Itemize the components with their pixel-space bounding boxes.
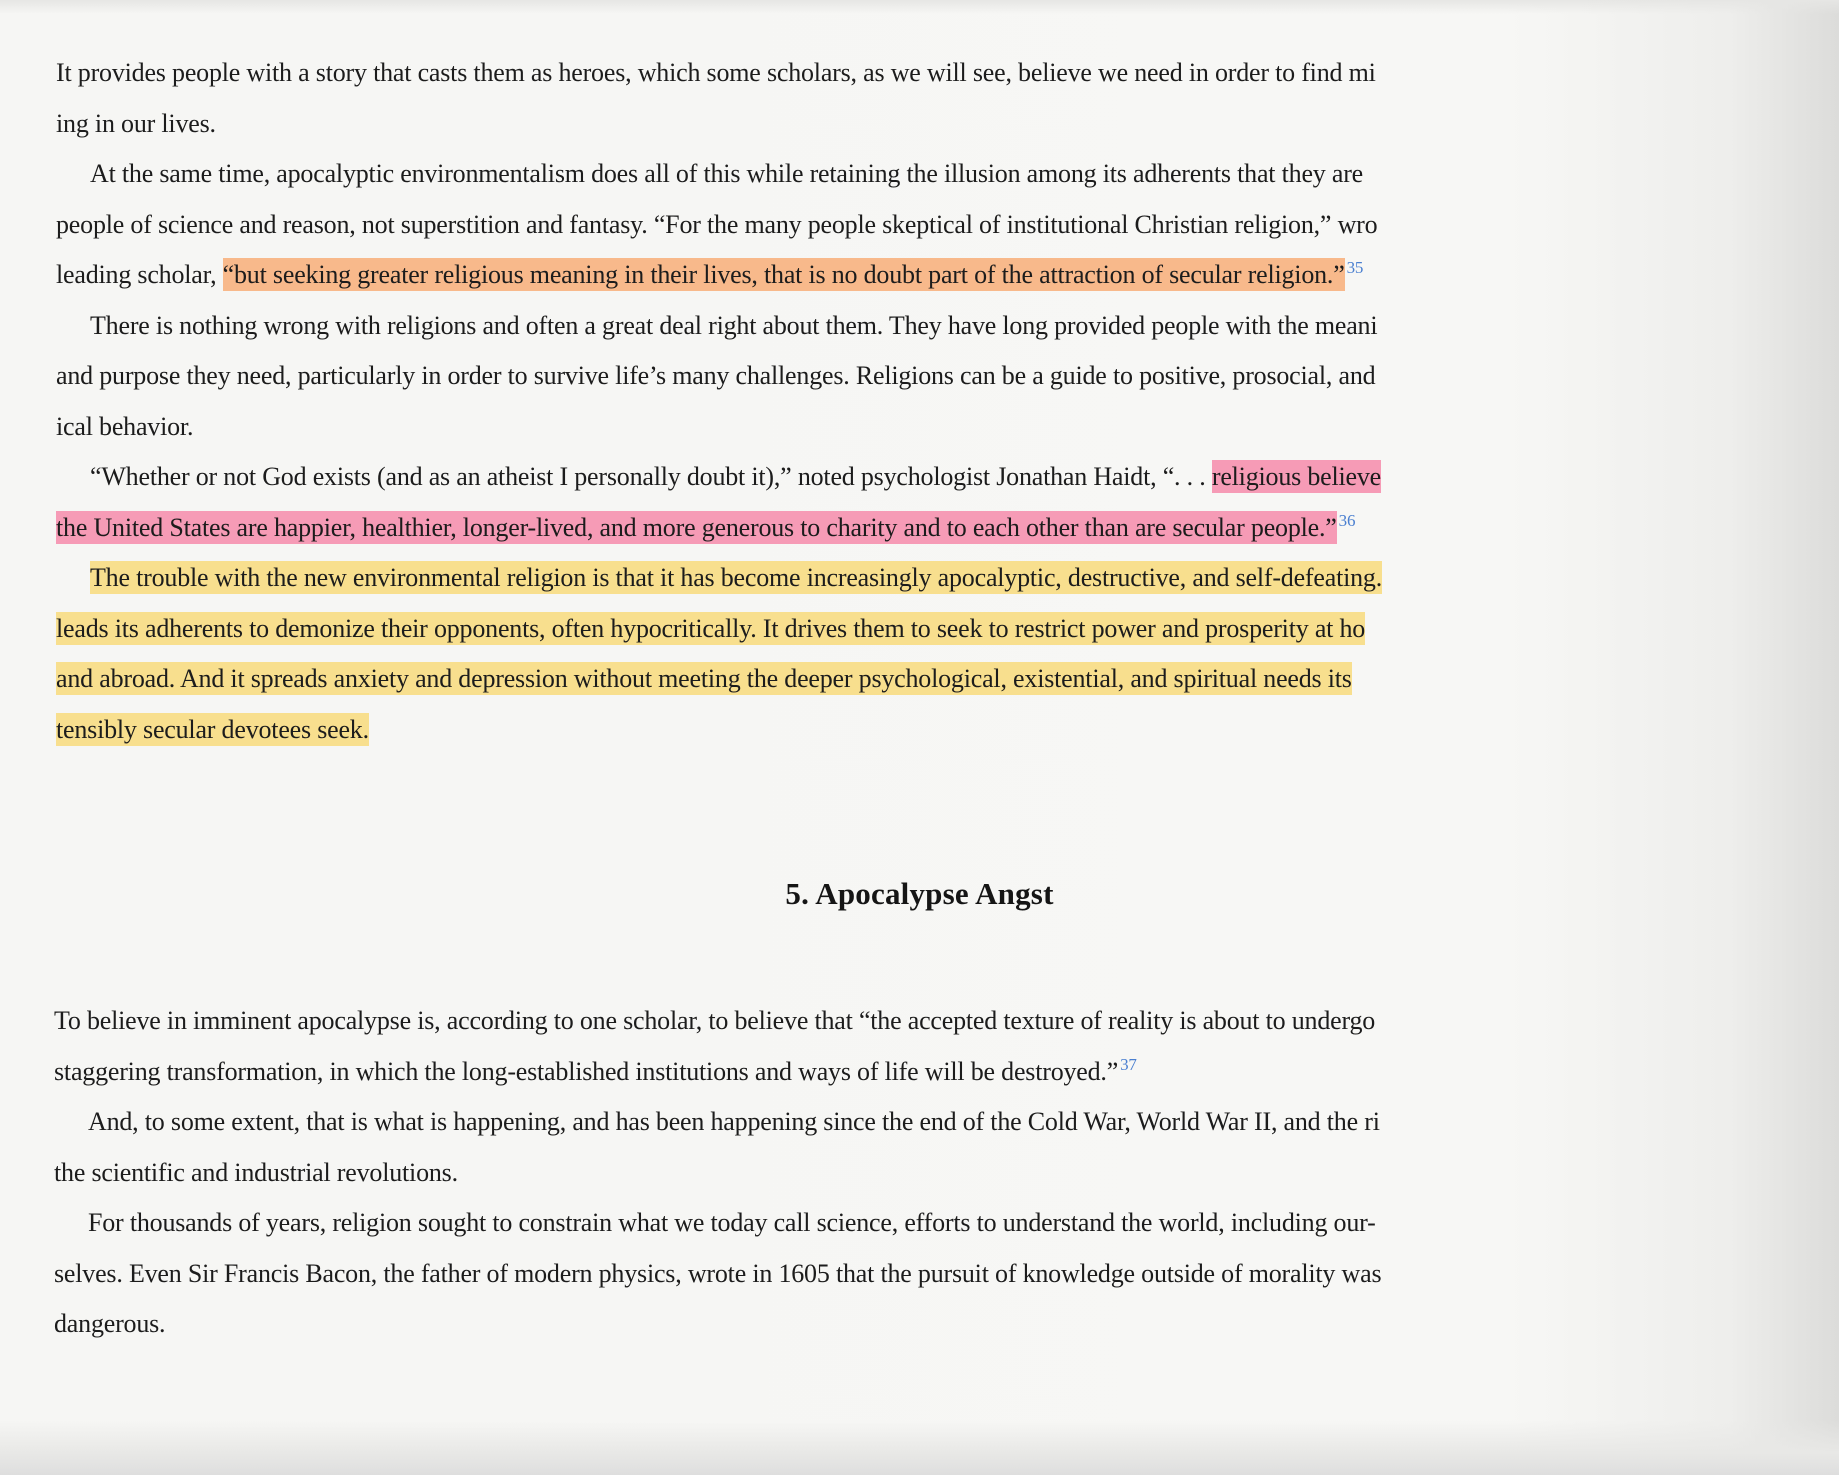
paragraph-2 [56, 149, 1839, 301]
paragraph-5-line-3 [56, 654, 1839, 705]
paragraph-4-line-1-text: “Whether or not God exists (and as an atheist I personally doubt it),” noted psychologist Jonathan Haidt, “. . . [90, 462, 1212, 491]
footnote-link-35[interactable]: 35 [1346, 258, 1364, 278]
page-top-edge [0, 0, 1839, 14]
footnote-link-36[interactable]: 36 [1338, 510, 1356, 530]
paragraph-2-line-2: people of science and reason, not superstition and fantasy. “For the many people skeptical of institutional Christian religion,” wro [56, 209, 1378, 239]
paragraph-3-line-1: There is nothing wrong with religions and often a great deal right about them. They have long provided people with the meani [90, 310, 1378, 340]
text-section-lower [54, 996, 1839, 1350]
paragraph-6 [54, 996, 1839, 1097]
paragraph-7-line-1: And, to some extent, that is what is happening, and has been happening since the end of the Cold War, World War II, and the ri [88, 1107, 1380, 1136]
paragraph-5-line-4 [56, 705, 1839, 756]
paragraph-7-line-2: the scientific and industrial revolutions. [54, 1157, 458, 1187]
paragraph-8-line-1: For thousands of years, religion sought to constrain what we today call science, efforts to understand the world, including our- [88, 1208, 1376, 1237]
paragraph-2-line-1: At the same time, apocalyptic environmentalism does all of this while retaining the illusion among its adherents that they are [90, 159, 1364, 188]
paragraph-5 [56, 553, 1839, 755]
text-section-upper [56, 48, 1839, 755]
paragraph-1-line-2: ing in our lives. [56, 108, 216, 138]
paragraph-5-line-1 [56, 553, 1839, 604]
paragraph-2-line-3-text: leading scholar, [56, 260, 223, 289]
paragraph-2-line-3 [56, 250, 1839, 301]
paragraph-8-line-3: dangerous. [54, 1309, 166, 1338]
paragraph-8 [54, 1198, 1839, 1350]
paragraph-5-line-2 [56, 604, 1839, 655]
yellow-highlight-line-2[interactable]: leads its adherents to demonize their opponents, often hypocritically. It drives them to seek to restrict power and prosperity at ho [56, 613, 1366, 643]
paragraph-4-line-2 [56, 503, 1839, 554]
paragraph-4-line-1 [56, 452, 1839, 503]
yellow-highlight-line-4[interactable]: tensibly secular devotees seek. [56, 714, 369, 744]
paragraph-1 [56, 48, 1839, 149]
pink-highlight-end[interactable]: the United States are happier, healthier, longer-lived, and more generous to charity and to each other than are secular people.” [56, 512, 1337, 542]
paragraph-3 [56, 301, 1839, 453]
yellow-highlight-line-3[interactable]: and abroad. And it spreads anxiety and depression without meeting the deeper psychological, existential, and spiritual needs its [56, 664, 1352, 693]
paragraph-8-line-2: selves. Even Sir Francis Bacon, the father of modern physics, wrote in 1605 that the pursuit of knowledge outside of morality was [54, 1258, 1382, 1288]
chapter-heading: 5. Apocalypse Angst [785, 876, 1054, 911]
footnote-link-37[interactable]: 37 [1120, 1054, 1137, 1074]
orange-highlight[interactable]: “but seeking greater religious meaning in their lives, that is no doubt part of the attraction of secular religion.” [222, 260, 1345, 289]
pink-highlight-start[interactable]: religious believe [1211, 462, 1382, 491]
paragraph-7 [54, 1097, 1839, 1198]
paragraph-1-line-1: It provides people with a story that casts them as heroes, which some scholars, as we will see, believe we need in order to find mi [56, 58, 1376, 87]
paragraph-6-line-2 [54, 1047, 1839, 1098]
paragraph-6-line-1: To believe in imminent apocalypse is, according to one scholar, to believe that “the accepted texture of reality is about to undergo [54, 1006, 1376, 1035]
paragraph-6-line-2-text: staggering transformation, in which the long-established institutions and ways of life will be destroyed.” [54, 1056, 1119, 1086]
page-bottom-edge [0, 1420, 1839, 1475]
paragraph-4 [56, 452, 1839, 553]
paragraph-3-line-3: ical behavior. [56, 411, 194, 441]
paragraph-3-line-2: and purpose they need, particularly in order to survive life’s many challenges. Religions can be a guide to positive, prosocial, and [56, 361, 1376, 390]
yellow-highlight-line-1[interactable]: The trouble with the new environmental religion is that it has become increasingly apocalyptic, destructive, and self-defeating. [90, 563, 1383, 592]
